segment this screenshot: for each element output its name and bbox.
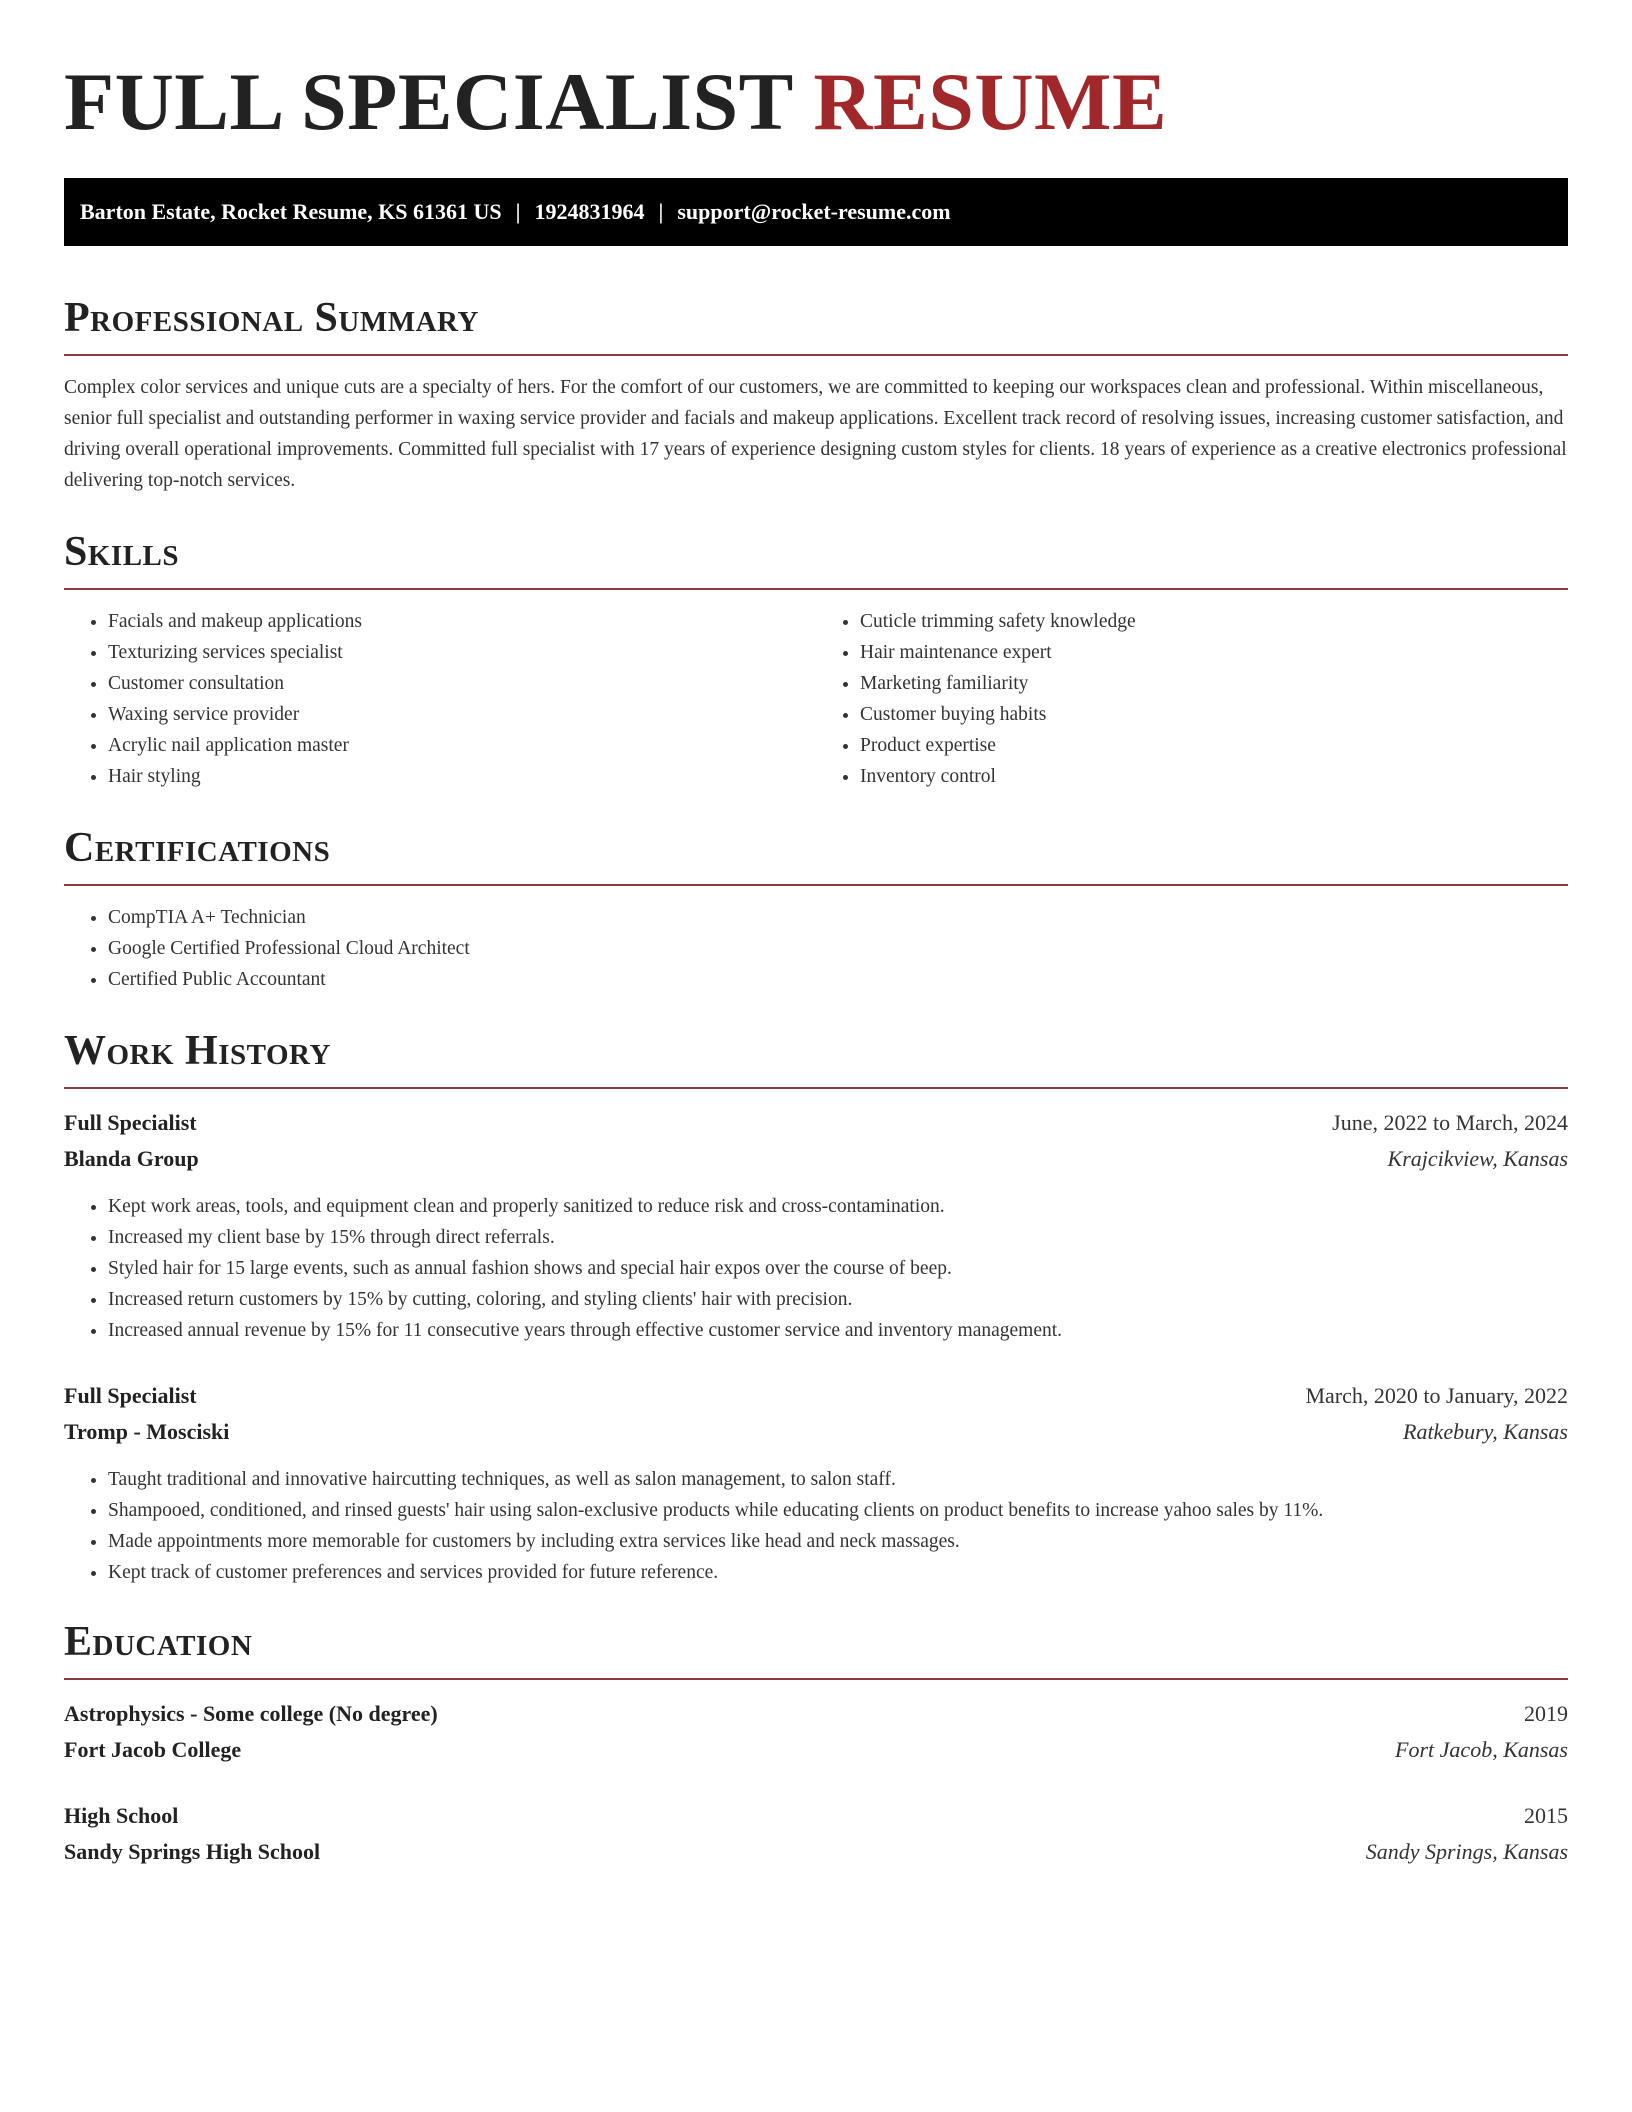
- education-year: 2015: [1524, 1803, 1568, 1828]
- job-bullet: • Increased annual revenue by 15% for 11 consecutive years through effective customer service and inventory management.: [108, 1315, 1568, 1346]
- certification-item: • Google Certified Professional Cloud Architect: [108, 933, 1568, 964]
- education-entry: [64, 1798, 1568, 1870]
- education-degree: High School: [64, 1803, 179, 1828]
- job-title: Full Specialist: [64, 1383, 197, 1408]
- contact-address: Barton Estate, Rocket Resume, KS 61361 US: [80, 199, 502, 224]
- section-divider: [64, 884, 1568, 886]
- title-accent: RESUME: [813, 56, 1168, 147]
- education-degree-row: [64, 1798, 1568, 1834]
- education-location: Sandy Springs, Kansas: [1365, 1839, 1568, 1864]
- certifications-heading: Certifications: [64, 825, 331, 871]
- section-divider: [64, 354, 1568, 356]
- skills-columns: [64, 590, 1568, 792]
- job-company-row: [64, 1414, 1568, 1450]
- job-bullets: [64, 1464, 1568, 1588]
- skill-item: • Cuticle trimming safety knowledge: [860, 606, 1568, 637]
- contact-separator: |: [515, 199, 521, 224]
- job-location: Ratkebury, Kansas: [1403, 1419, 1568, 1444]
- education-degree: Astrophysics - Some college (No degree): [64, 1701, 438, 1726]
- section-divider: [64, 1087, 1568, 1089]
- certification-item: • CompTIA A+ Technician: [108, 902, 1568, 933]
- certifications-list: [64, 902, 1568, 995]
- job-bullet: • Taught traditional and innovative haircutting techniques, as well as salon management, to salon staff.: [108, 1464, 1568, 1495]
- job-bullet: • Increased return customers by 15% by cutting, coloring, and styling clients' hair with precision.: [108, 1284, 1568, 1315]
- section-divider: [64, 1678, 1568, 1680]
- summary-text: Complex color services and unique cuts are a specialty of hers. For the comfort of our customers, we are committed to keeping our workspaces clean and professional. Within miscellaneous, senior full specialist and outstanding performer in waxing service provider and facials and makeup applications. Excellent track record of resolving issues, increasing customer satisfaction, and driving overall operational improvements. Committed full specialist with 17 years of experience designing custom styles for clients. 18 years of experience as a creative electronics professional delivering top-notch services.: [64, 377, 1567, 491]
- job-title: Full Specialist: [64, 1110, 197, 1135]
- education-entry: [64, 1696, 1568, 1768]
- title-main: FULL SPECIALIST: [64, 56, 793, 147]
- job-bullet: • Increased my client base by 15% through direct referrals.: [108, 1222, 1568, 1253]
- skill-item: • Product expertise: [860, 730, 1568, 761]
- job-bullets: [64, 1191, 1568, 1346]
- skill-item: • Hair styling: [108, 761, 816, 792]
- job-bullet: • Kept track of customer preferences and services provided for future reference.: [108, 1557, 1568, 1588]
- skill-item: • Customer consultation: [108, 668, 816, 699]
- education-school: Fort Jacob College: [64, 1737, 242, 1762]
- skill-item: • Marketing familiarity: [860, 668, 1568, 699]
- job-bullet: • Made appointments more memorable for customers by including extra services like head and neck massages.: [108, 1526, 1568, 1557]
- summary-heading: Professional Summary: [64, 295, 479, 341]
- job-bullet: • Styled hair for 15 large events, such as annual fashion shows and special hair expos over the course of beep.: [108, 1253, 1568, 1284]
- skill-item: • Acrylic nail application master: [108, 730, 816, 761]
- education-year: 2019: [1524, 1701, 1568, 1726]
- skills-list-right: [816, 606, 1568, 792]
- education-school: Sandy Springs High School: [64, 1839, 321, 1864]
- contact-bar: [64, 178, 1568, 246]
- job-entry: [64, 1105, 1568, 1346]
- skill-item: • Facials and makeup applications: [108, 606, 816, 637]
- job-location: Krajcikview, Kansas: [1387, 1146, 1568, 1171]
- education-school-row: [64, 1834, 1568, 1870]
- skill-item: • Texturizing services specialist: [108, 637, 816, 668]
- certification-item: • Certified Public Accountant: [108, 964, 1568, 995]
- skill-item: • Customer buying habits: [860, 699, 1568, 730]
- job-company-row: [64, 1141, 1568, 1177]
- skills-list-left: [64, 606, 816, 792]
- skill-item: • Hair maintenance expert: [860, 637, 1568, 668]
- education-location: Fort Jacob, Kansas: [1395, 1737, 1568, 1762]
- job-dates: June, 2022 to March, 2024: [1332, 1110, 1568, 1135]
- contact-email: support@rocket-resume.com: [677, 199, 951, 224]
- job-dates: March, 2020 to January, 2022: [1305, 1383, 1568, 1408]
- job-title-row: [64, 1378, 1568, 1414]
- education-heading: Education: [64, 1619, 253, 1665]
- job-bullet: • Kept work areas, tools, and equipment clean and properly sanitized to reduce risk and cross-contamination.: [108, 1191, 1568, 1222]
- job-company: Tromp - Mosciski: [64, 1419, 230, 1444]
- page-title: [64, 0, 1568, 152]
- job-bullet: • Shampooed, conditioned, and rinsed guests' hair using salon-exclusive products while educating clients on product benefits to increase yahoo sales by 11%.: [108, 1495, 1568, 1526]
- work-history-heading: Work History: [64, 1028, 331, 1074]
- education-degree-row: [64, 1696, 1568, 1732]
- skill-item: • Waxing service provider: [108, 699, 816, 730]
- skill-item: • Inventory control: [860, 761, 1568, 792]
- education-school-row: [64, 1732, 1568, 1768]
- job-company: Blanda Group: [64, 1146, 199, 1171]
- job-title-row: [64, 1105, 1568, 1141]
- skills-heading: Skills: [64, 529, 180, 575]
- contact-separator: |: [658, 199, 664, 224]
- contact-phone: 1924831964: [534, 199, 645, 224]
- job-entry: [64, 1378, 1568, 1588]
